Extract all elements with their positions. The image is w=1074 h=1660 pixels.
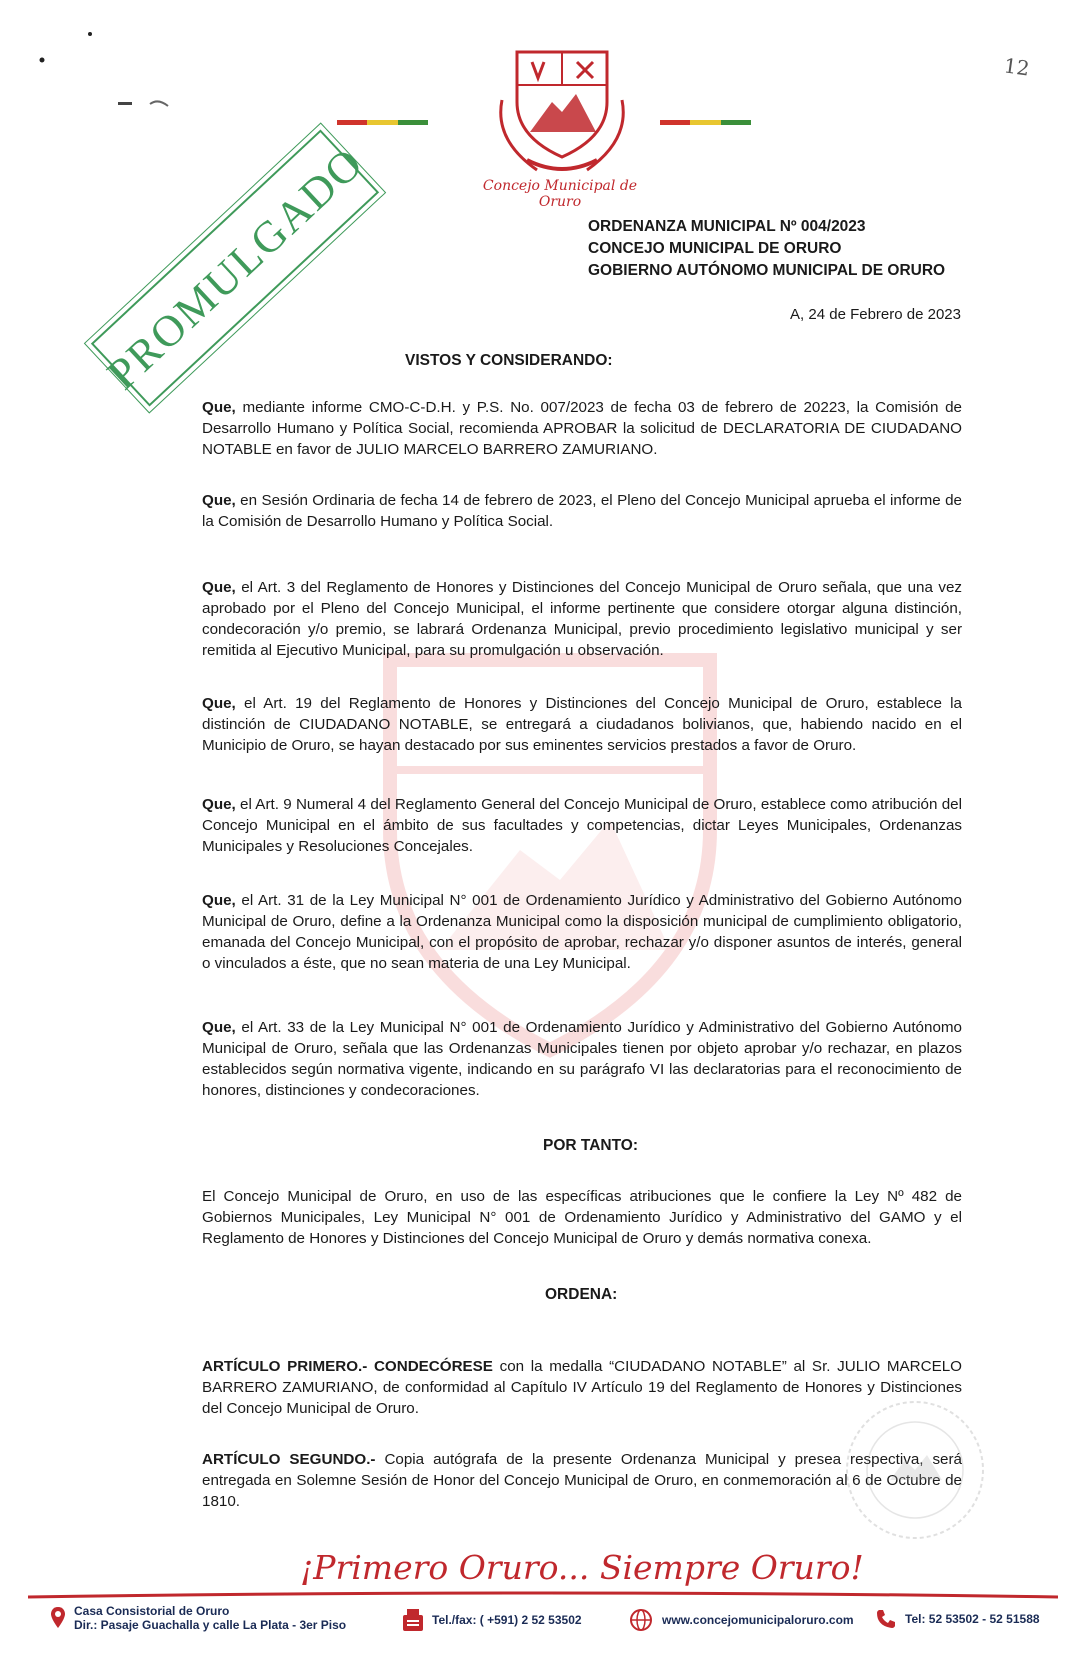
flag-stripe-left: [337, 112, 432, 117]
globe-icon: [628, 1608, 654, 1632]
handwritten-page-number: 12: [1002, 53, 1031, 81]
footer-divider: [28, 1591, 1058, 1599]
ordinance-header: [588, 216, 945, 282]
considerando-lead: Que,: [202, 1019, 236, 1036]
crest-motto: Concejo Municipal de Oruro: [482, 178, 638, 210]
phone-number: Tel: 52 53502 - 52 51588: [905, 1612, 1040, 1626]
articulo-lead: ARTÍCULO SEGUNDO.-: [202, 1451, 376, 1468]
council-name: CONCEJO MUNICIPAL DE ORURO: [588, 240, 842, 257]
considerando-text: el Art. 19 del Reglamento de Honores y Distinciones del Concejo Municipal de Oruro, establece la distinción de CIUDADANO NOTABLE, se entregará a ciudadanos bolivianos, que, habiendo nacido en el Municipio de Oruro, se hayan destacado por sus eminentes servicios prestados a favor de Oruro.: [202, 695, 962, 754]
slogan: ¡Primero Oruro... Siempre Oruro!: [300, 1548, 864, 1587]
faded-seal: [840, 1395, 990, 1545]
considerando-6: [202, 890, 962, 974]
heading-por-tanto: POR TANTO:: [543, 1137, 639, 1154]
flag-stripe-right: [660, 112, 755, 117]
footer-website[interactable]: [628, 1608, 854, 1632]
footer-phone: [875, 1608, 1040, 1630]
considerando-text: el Art. 33 de la Ley Municipal N° 001 de Ordenamiento Jurídico y Administrativo del Gobierno Autónomo Municipal de Oruro, señala que las Ordenanzas Municipales tienen por objeto aprobar y/o rechazar, en plazos establecidos según normativa vigente, indicando en su parágrafo VI las declaratorias para el reconocimiento de honores, distinciones y condecoraciones.: [202, 1019, 962, 1099]
footer: [50, 1600, 1050, 1648]
government-name: GOBIERNO AUTÓNOMO MUNICIPAL DE ORURO: [588, 262, 946, 279]
website-link[interactable]: www.concejomunicipaloruro.com: [662, 1613, 854, 1627]
articulo-text: Copia autógrafa de la presente Ordenanza Municipal y presea respectiva, será entregada en Solemne Sesión de Honor del Concejo Municipal de Oruro, en conmemoración al 6 de Octubre de 1810.: [202, 1451, 962, 1510]
considerando-text: el Art. 3 del Reglamento de Honores y Distinciones del Concejo Municipal de Oruro señala, que una vez aprobado por el Pleno del Concejo Municipal, el informe pertinente que considere otorgar alguna distinción, condecoración y/o premio, se labrará Ordenanza Municipal, previo procedimiento legislativo municipal y ser remitida al Ejecutivo Municipal, para su promulgación u observación.: [202, 579, 962, 659]
considerando-7: [202, 1017, 962, 1101]
address-line-1: Casa Consistorial de Oruro: [74, 1604, 230, 1618]
location-pin-icon: [50, 1606, 66, 1630]
considerando-text: en Sesión Ordinaria de fecha 14 de febrero de 2023, el Pleno del Concejo Municipal aprueba el informe de la Comisión de Desarrollo Humano y Política Social.: [202, 492, 962, 530]
fax-icon: [402, 1608, 424, 1632]
address-line-2: Dir.: Pasaje Guachalla y calle La Plata - 3er Piso: [74, 1618, 347, 1632]
phone-icon: [875, 1608, 897, 1630]
heading-ordena: ORDENA:: [545, 1286, 618, 1303]
heading-vistos: VISTOS Y CONSIDERANDO:: [405, 352, 613, 369]
considerando-text: el Art. 31 de la Ley Municipal N° 001 de Ordenamiento Jurídico y Administrativo del Gobierno Autónomo Municipal de Oruro, define a la Ordenanza Municipal como la disposición municipal de cumplimiento obligatorio, emanada del Concejo Municipal, con el propósito de aprobar, rechazar y/o disponer asuntos de interés, general o vinculados a éste, que no sean materia de una Ley Municipal.: [202, 892, 962, 972]
considerando-lead: Que,: [202, 492, 236, 509]
considerando-2: [202, 490, 962, 532]
considerando-1: [202, 397, 962, 460]
considerando-lead: Que,: [202, 579, 236, 596]
ordinance-number: ORDENANZA MUNICIPAL Nº 004/2023: [588, 218, 866, 235]
considerando-4: [202, 693, 962, 756]
considerando-text: mediante informe CMO-C-D.H. y P.S. No. 007/2023 de fecha 03 de febrero de 20223, la Comisión de Desarrollo Humano y Política Social, recomienda APROBAR la solicitud de DECLARATORIA DE CIUDADANO NOTABLE en favor de JULIO MARCELO BARRERO ZAMURIANO.: [202, 399, 962, 458]
considerando-lead: Que,: [202, 695, 236, 712]
por-tanto-text: El Concejo Municipal de Oruro, en uso de las específicas atribuciones que le confiere la Ley Nº 482 de Gobiernos Municipales, Ley Municipal N° 001 de Ordenamiento Jurídico y Administrativo del GAMO y el Reglamento de Honores y Distinciones del Concejo Municipal de Oruro y demás normativa conexa.: [202, 1188, 962, 1247]
promulgado-stamp: PROMULGADO: [91, 129, 379, 406]
fax-number: Tel./fax: ( +591) 2 52 53502: [432, 1613, 582, 1627]
articulo-text: con la medalla “CIUDADANO NOTABLE” al Sr. JULIO MARCELO BARRERO ZAMURIANO, de conformidad al Capítulo IV Artículo 19 del Reglamento de Honores y Distinciones del Concejo Municipal de Oruro.: [202, 1358, 962, 1417]
articulo-lead: ARTÍCULO PRIMERO.- CONDECÓRESE: [202, 1358, 493, 1375]
scan-specks: [30, 30, 190, 130]
considerando-5: [202, 794, 962, 857]
considerando-lead: Que,: [202, 796, 236, 813]
considerando-3: [202, 577, 962, 661]
considerando-lead: Que,: [202, 892, 236, 909]
considerando-text: el Art. 9 Numeral 4 del Reglamento General del Concejo Municipal de Oruro, establece como atribución del Concejo Municipal en el ámbito de sus facultades y competencias, dictar Leyes Municipales, Ordenanzas Municipales y Resoluciones Concejales.: [202, 796, 962, 855]
footer-address: [50, 1604, 346, 1632]
footer-fax: [402, 1608, 582, 1632]
considerando-lead: Que,: [202, 399, 236, 416]
document-date: A, 24 de Febrero de 2023: [790, 306, 961, 323]
